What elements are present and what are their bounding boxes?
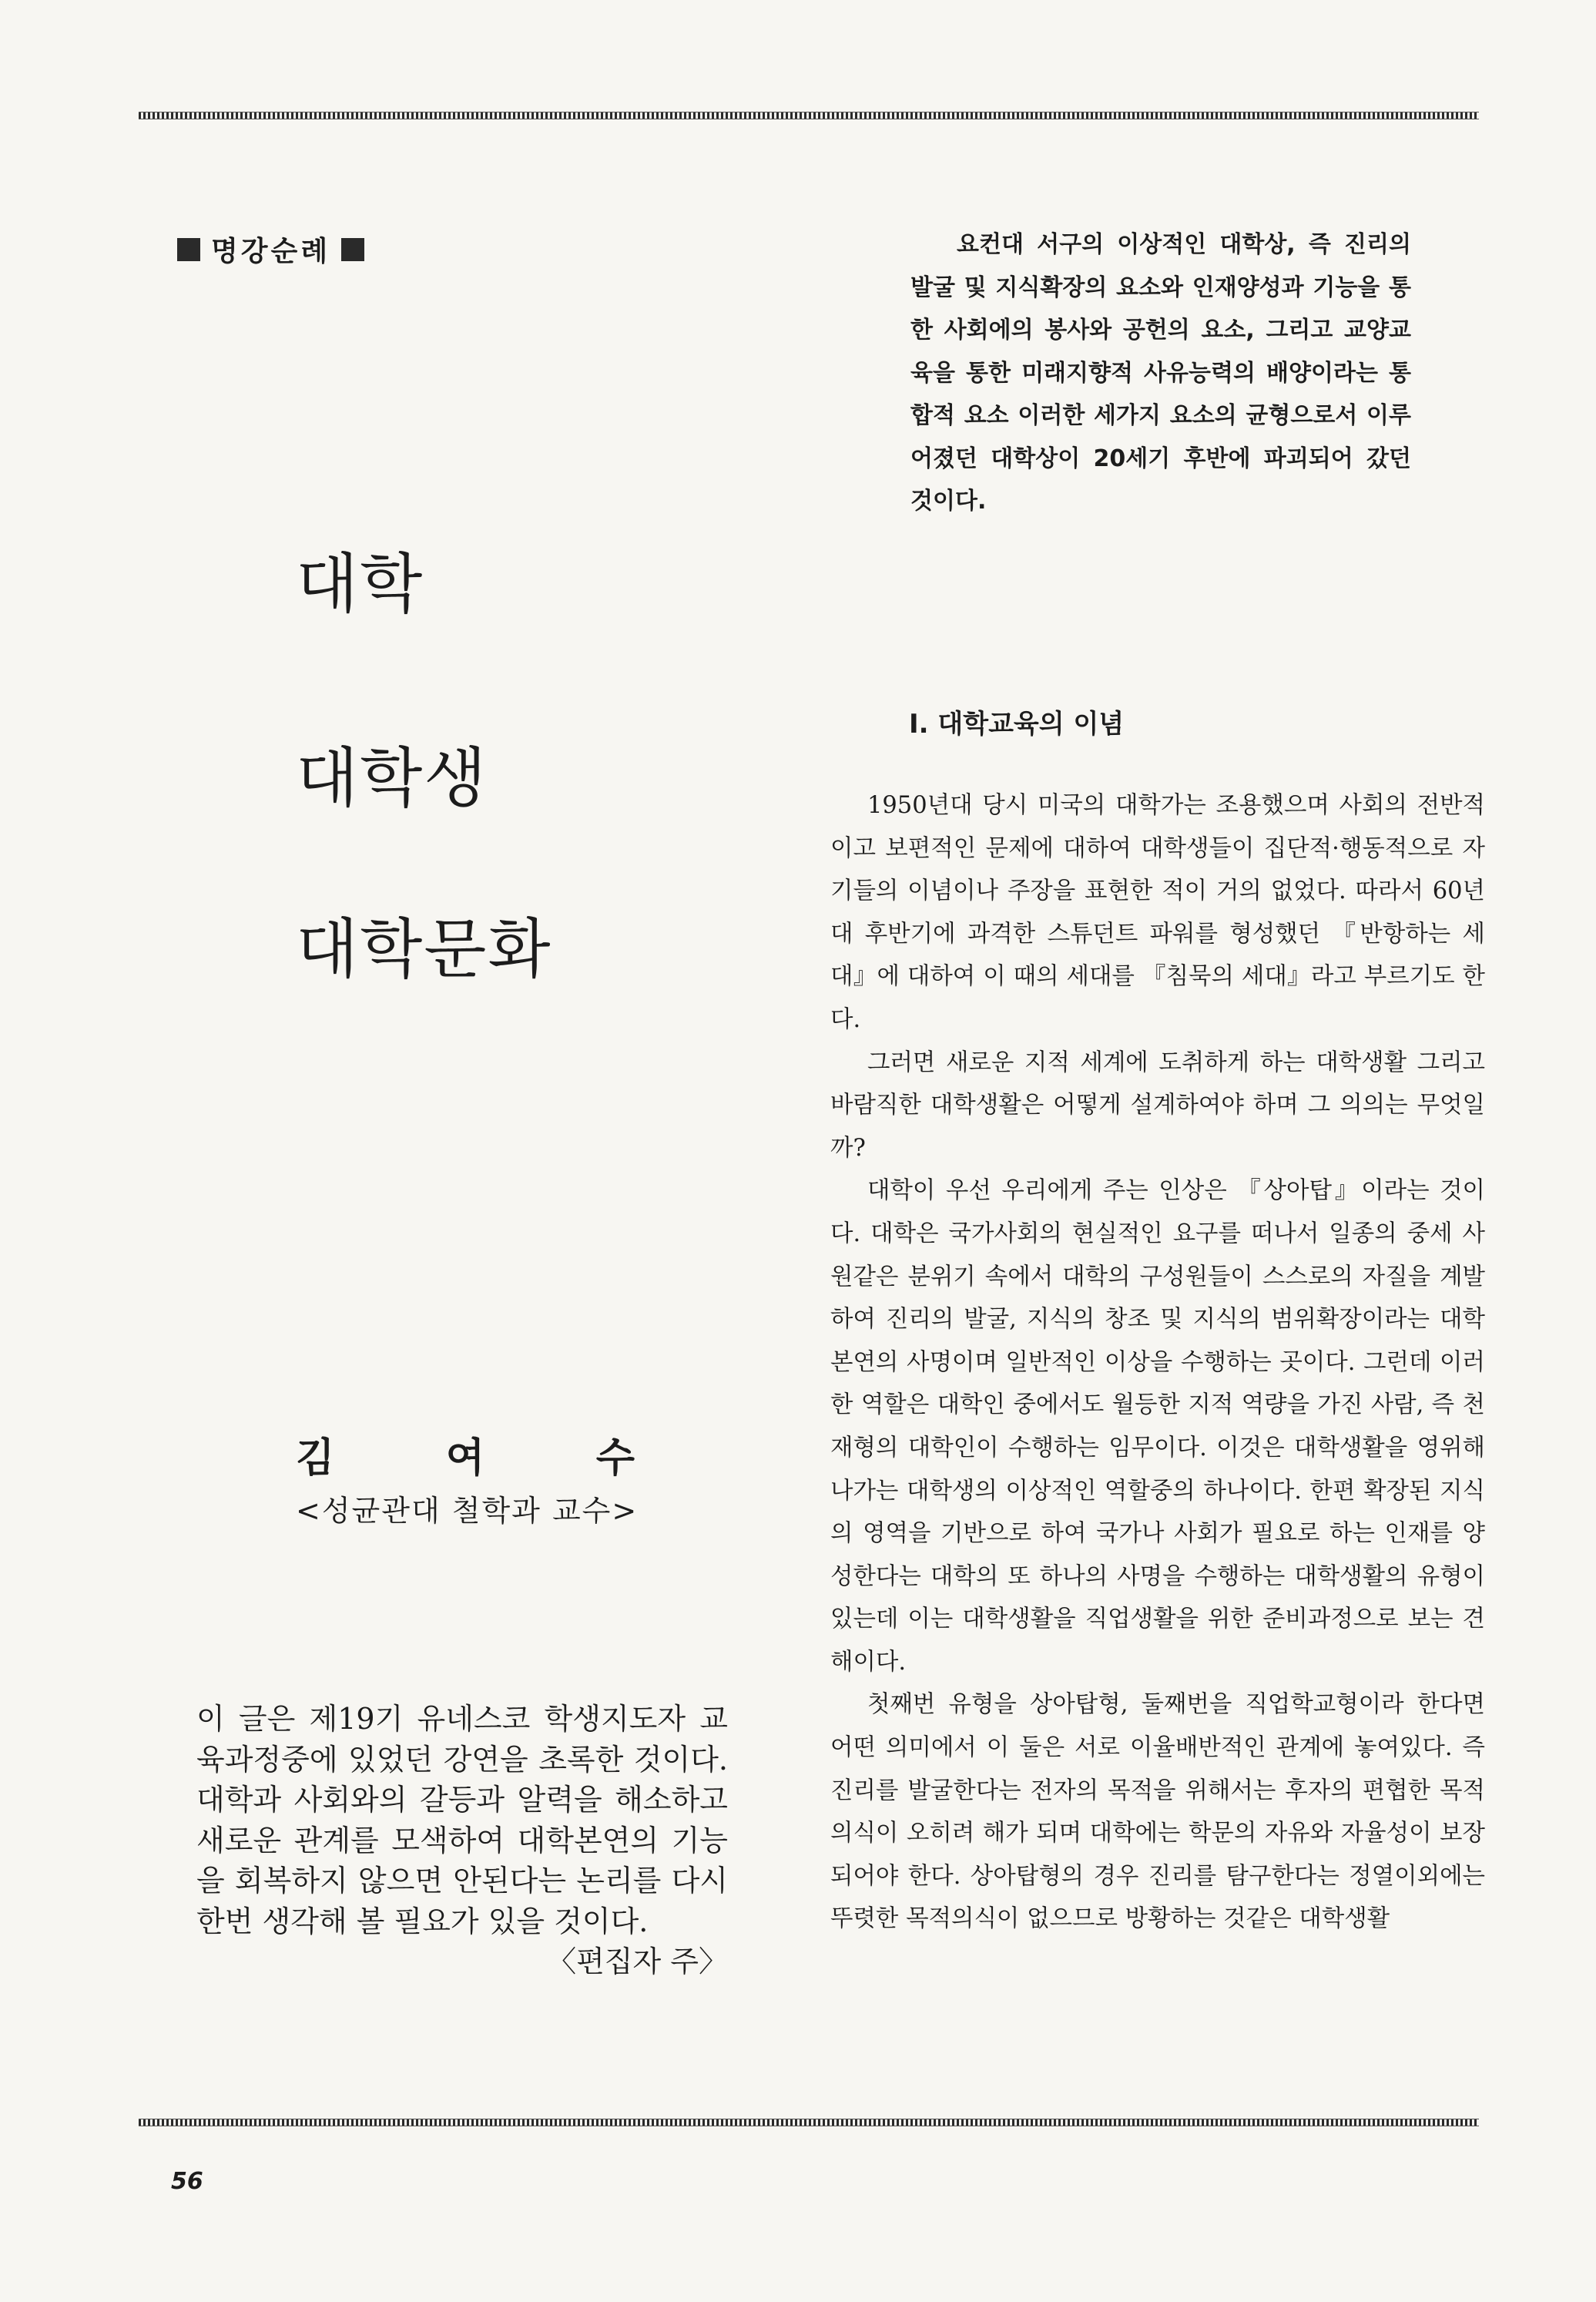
body-paragraph: 그러면 새로운 지적 세계에 도취하게 하는 대학생활 그리고 바람직한 대학생활은 어떻게 설계하여야 하며 그 의의는 무엇일까? bbox=[830, 1049, 1485, 1162]
title-line-1: 대학 bbox=[296, 546, 424, 622]
author-name-char: 수 bbox=[595, 1435, 635, 1482]
square-bullet-icon bbox=[341, 238, 364, 261]
body-paragraph: 대학이 우선 우리에게 주는 인상은 『상아탑』이라는 것이다. 대학은 국가사회의 현실적인 요구를 떠나서 일종의 중세 사원같은 분위기 속에서 대학의 구성원들이 스스로의 자질을 계발하여 진리의 발굴, 지식의 창조 및 지식의 범위확장이라는 대학본연의 사명이며 일반적인 이상을 수행하는 곳이다. 그런데 이러한 역할은 대학인 중에서도 월등한 지적 역량을 가진 사람, 즉 천재형의 대학인이 수행하는 임무이다. 이것은 대학생활을 영위해나가는 대학생의 이상적인 역할중의 하나이다. 한편 확장된 지식의 영역을 기반으로 하여 국가나 사회가 필요로 하는 인재를 양성한다는 대학의 또 하나의 사명을 수행하는 대학생활의 유형이 있는데 이는 대학생활을 직업생활을 위한 준비과정으로 보는 견해이다. bbox=[830, 1177, 1485, 1676]
editor-note-text: 이 글은 제19기 유네스코 학생지도자 교육과정중에 있었던 강연을 초록한 것이다. 대학과 사회와의 갈등과 알력을 해소하고 새로운 관계를 모색하여 대학본연의 기능을 회복하지 않으면 안된다는 논리를 다시 한번 생각해 볼 필요가 있을 것이다. bbox=[196, 1702, 728, 1938]
bottom-ornamental-rule bbox=[139, 2119, 1479, 2126]
article-summary: 요컨대 서구의 이상적인 대학상, 즉 진리의 발굴 및 지식확장의 요소와 인재양성과 기능을 통한 사회에의 봉사와 공헌의 요소, 그리고 교양교육을 통한 미래지향적 사유능력의 배양이라는 통합적 요소 이러한 세가지 요소의 균형으로서 이루어졌던 대학상이 20세기 후반에 파괴되어 갔던 것이다. bbox=[910, 231, 1411, 515]
body-paragraph: 첫째번 유형을 상아탑형, 둘째번을 직업학교형이라 한다면 어떤 의미에서 이 둘은 서로 이율배반적인 관계에 놓여있다. 즉 진리를 발굴한다는 전자의 목적을 위해서는 후자의 편협한 목적의식이 오히려 해가 되며 대학에는 학문의 자유와 자율성이 보장되어야 한다. 상아탑형의 경우 진리를 탐구한다는 정열이외에는 뚜렷한 목적의식이 없으므로 방황하는 것같은 대학생활 bbox=[830, 1691, 1485, 1933]
author-name bbox=[296, 1425, 635, 1483]
title-line-2: 대학생 bbox=[296, 740, 488, 816]
series-label bbox=[177, 230, 364, 269]
editor-note bbox=[196, 1699, 728, 1982]
page-number: 56 bbox=[171, 2168, 203, 2195]
author-affiliation: <성균관대 철학과 교수> bbox=[296, 1494, 639, 1528]
body-paragraph: 1950년대 당시 미국의 대학가는 조용했으며 사회의 전반적이고 보편적인 문제에 대하여 대학생들이 집단적·행동적으로 자기들의 이념이나 주장을 표현한 적이 거의 없었다. 따라서 60년대 후반기에 과격한 스튜던트 파워를 형성했던 『반항하는 세대』에 대하여 이 때의 세대를 『침묵의 세대』라고 부르기도 한다. bbox=[830, 792, 1485, 1033]
top-ornamental-rule bbox=[139, 112, 1479, 119]
author-name-char: 김 bbox=[296, 1435, 335, 1482]
series-label-text: 명강순례 bbox=[211, 236, 331, 267]
title-line-3: 대학문화 bbox=[296, 911, 552, 987]
article-body bbox=[830, 784, 1485, 1941]
section-heading: Ⅰ. 대학교육의 이념 bbox=[909, 709, 1125, 740]
author-name-char: 여 bbox=[445, 1435, 485, 1482]
square-bullet-icon bbox=[177, 238, 200, 261]
editor-note-signature: 〈편집자 주〉 bbox=[547, 1945, 728, 1978]
